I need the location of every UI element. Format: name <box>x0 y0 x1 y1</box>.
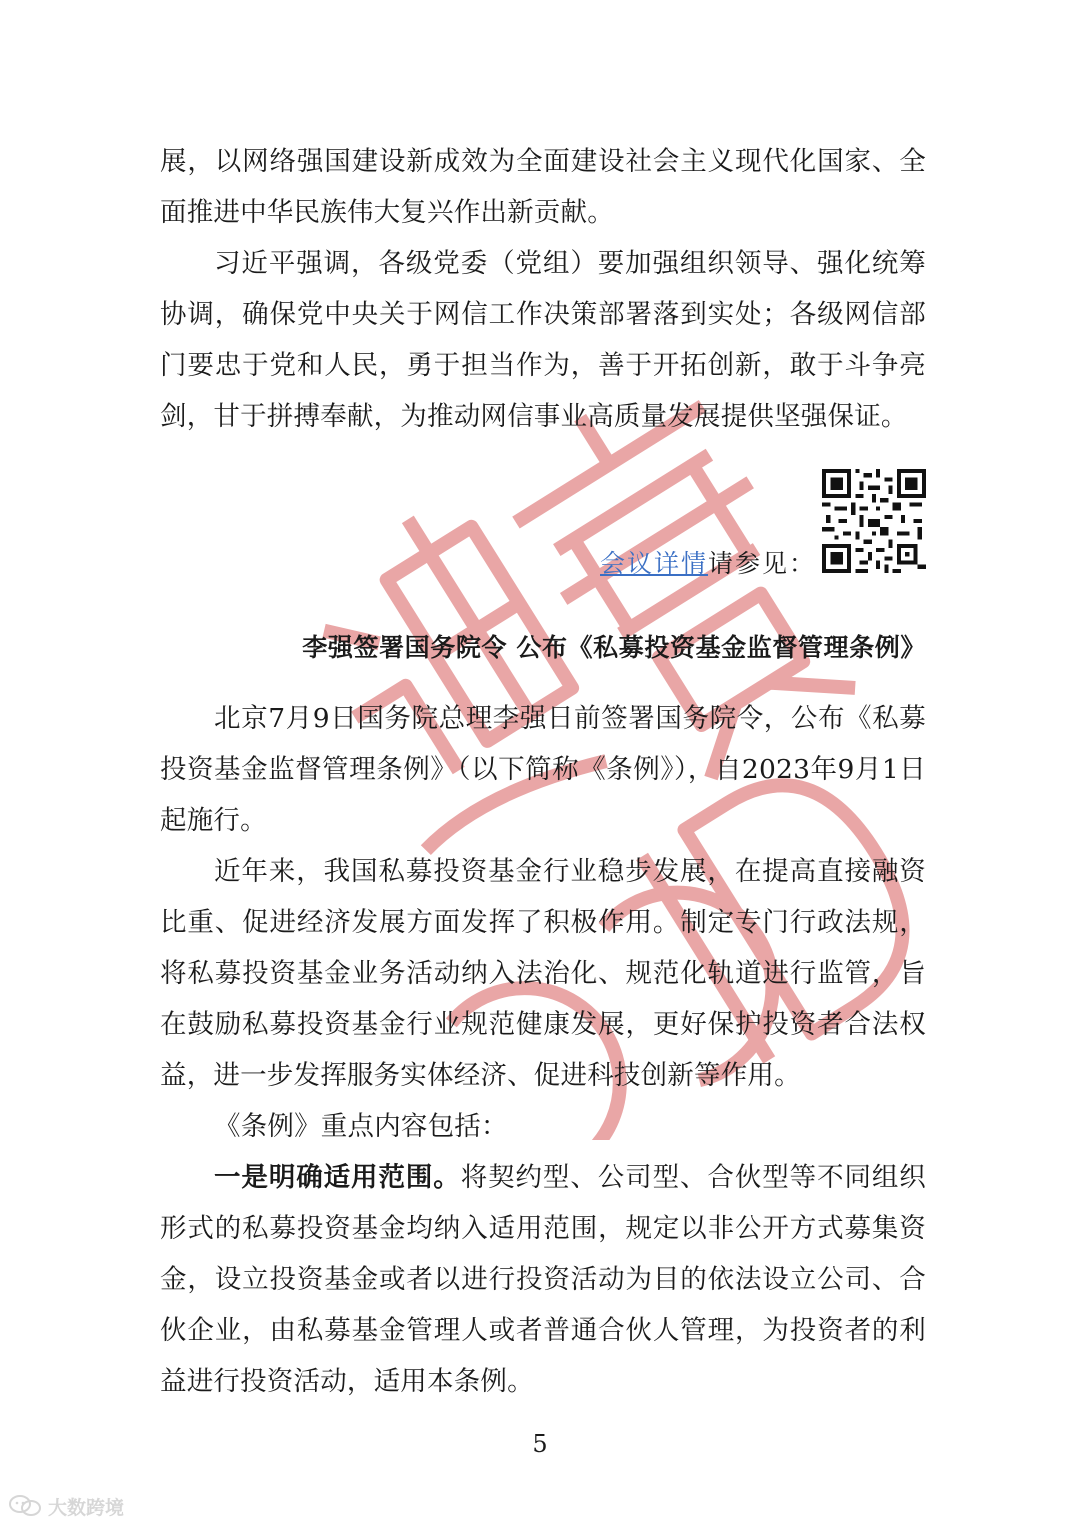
article-body <box>160 693 926 1407</box>
paragraph-continuation: 展，以网络强国建设新成效为全面建设社会主义现代化国家、全面推进中华民族伟大复兴作出新贡献。 <box>160 146 926 228</box>
paragraph-background: 近年来，我国私募投资基金行业稳步发展，在提高直接融资比重、促进经济发展方面发挥了积极作用。制定专门行政法规，将私募投资基金业务活动纳入法治化、规范化轨道进行监管，旨在鼓励私募投资基金行业规范健康发展，更好保护投资者合法权益，进一步发挥服务实体经济、促进科技创新等作用。 <box>160 856 926 1091</box>
point-one-text: 将契约型、公司型、合伙型等不同组织形式的私募投资基金均纳入适用范围，规定以非公开方式募集资金，设立投资基金或者以进行投资活动为目的依法设立公司、合伙企业，由私募基金管理人或者普通合伙人管理，为投资者的利益进行投资活动，适用本条例。 <box>160 1162 926 1397</box>
paragraph-key-contents: 《条例》重点内容包括： <box>214 1111 508 1142</box>
page-number: 5 <box>532 1430 548 1458</box>
source-logo <box>8 1493 124 1519</box>
qr-code-icon <box>822 469 926 573</box>
top-paragraphs <box>160 136 926 442</box>
reference-suffix: 请参见： <box>708 549 817 578</box>
paragraph-xi-emphasis: 习近平强调，各级党委（党组）要加强组织领导、强化统筹协调，确保党中央关于网信工作决策部署落到实处；各级网信部门要忠于党和人民，勇于担当作为，善于开拓创新，敢于斗争亮剑，甘于拼搏奉献，为推动网信事业高质量发展提供坚强保证。 <box>160 248 926 432</box>
paragraph-announcement: 北京7月9日国务院总理李强日前签署国务院令，公布《私募投资基金监督管理条例》（以下简称《条例》），自2023年9月1日起施行。 <box>160 703 926 836</box>
paragraph-point-one <box>160 1152 926 1407</box>
reference-line <box>600 544 816 580</box>
wechat-like-bubbles-icon <box>8 1494 42 1518</box>
point-one-lead: 一是明确适用范围。 <box>214 1162 461 1193</box>
source-logo-text: 大数跨境 <box>48 1496 125 1519</box>
meeting-details-link[interactable]: 会议详情 <box>600 549 709 578</box>
article-title: 李强签署国务院令 公布《私募投资基金监督管理条例》 <box>302 633 926 662</box>
